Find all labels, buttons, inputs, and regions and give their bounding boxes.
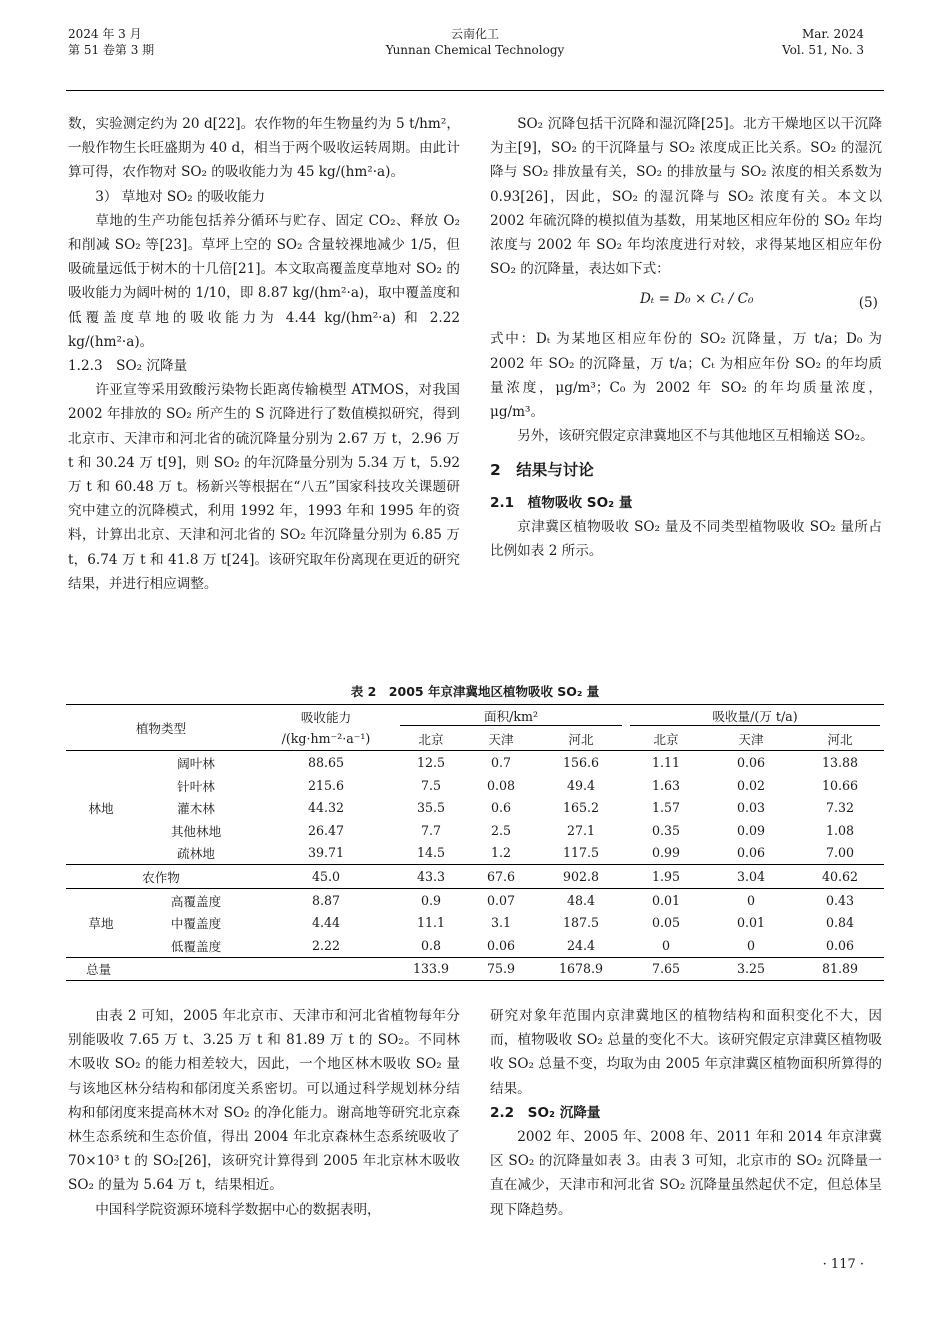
cell: 高覆盖度 [136, 888, 256, 911]
section-heading-2-2: 2.2 SO₂ 沉降量 [490, 1104, 601, 1121]
cell: 45.0 [256, 865, 396, 889]
th-plant-type: 植物类型 [66, 705, 256, 751]
cell: 其他林地 [170, 823, 222, 839]
cell: 中覆盖度 [170, 916, 222, 932]
cell: 0.43 [796, 888, 884, 911]
cell: 0.09 [736, 822, 766, 838]
table-row-total [66, 957, 884, 981]
cell: 0 [706, 888, 796, 911]
cell: 44.32 [307, 800, 345, 816]
cell: 14.5 [416, 845, 446, 861]
cell: 35.5 [416, 800, 446, 816]
cell: 0.02 [736, 777, 766, 793]
cell: 0 [661, 937, 670, 953]
cell: 7.65 [626, 957, 706, 981]
paragraph: SO₂ 沉降包括干沉降和湿沉降[25]。北方干燥地区以干沉降为主[9]，SO₂ 的干沉降量与 SO₂ 浓度成正比关系。SO₂ 的湿沉降与 SO₂ 排放量有关，SO₂ 的排放量与 SO₂ 浓度的相关系数为 0.93[26]，因此，SO₂ 的湿沉降与 SO₂ 浓度有关。本文以 2002 年硫沉降的模拟值为基数，用某地区相应年份的 SO₂ 年均浓度与 2002 年 SO₂ 年均浓度进行对较，求得某地区相应年份 SO₂ 的沉降量，表达如下式： [490, 116, 882, 278]
cell: 165.2 [562, 800, 600, 816]
cell: 2.5 [490, 822, 512, 838]
journal-name-en: Yunnan Chemical Technology [385, 43, 565, 57]
paragraph: 由表 2 可知，2005 年北京市、天津市和河北省植物每年分别能吸收 7.65 万 t、3.25 万 t 和 81.89 万 t 的 SO₂。不同林木吸收 SO₂ 的能力相差较大，因此，一个地区林木吸收 SO₂ 量与该地区林分结构和郁闭度关系密切。可以通过科学规划林分结构和郁闭度来提高林木对 SO₂ 的净化能力。谢高地等研究北京森林生态系统和生态价值，得出 2004 年北京森林生态系统吸收了 70×10³ t 的 SO₂[26]，该研究计算得到 2005 年北京林木吸收 SO₂ 的量为 5.64 万 t，结果相近。 [68, 1008, 460, 1194]
cell: 2.22 [311, 937, 341, 953]
cell: 低覆盖度 [170, 938, 222, 954]
cell: 215.6 [307, 777, 345, 793]
cell: 13.88 [796, 751, 884, 774]
right-column-bottom [490, 1004, 882, 1222]
cell: 0.8 [420, 937, 442, 953]
th-tianjin: 天津 [738, 732, 764, 748]
cell: 0 [746, 937, 755, 953]
right-column-top [490, 112, 882, 563]
equation-5 [490, 281, 882, 327]
cell: 0.6 [490, 800, 512, 816]
table-row [66, 796, 884, 819]
equation-number: (5) [858, 295, 878, 312]
journal-issue [782, 26, 864, 58]
cell: 1678.9 [536, 957, 626, 981]
cell: 农作物 [66, 865, 256, 889]
group-grassland: 草地 [66, 888, 136, 957]
cell: 48.4 [536, 888, 626, 911]
cell: 灌木林 [177, 801, 215, 817]
cell: 1.11 [626, 751, 706, 774]
cell: 阔叶林 [136, 751, 256, 774]
section-heading-results: 2 结果与讨论 [490, 461, 594, 480]
cell: 0.06 [736, 845, 766, 861]
cell: 43.3 [396, 865, 466, 889]
cell: 7.7 [420, 822, 442, 838]
cell: 0.06 [486, 937, 516, 953]
table-row [66, 934, 884, 957]
left-column-top [68, 112, 460, 596]
th-beijing: 北京 [653, 732, 679, 748]
journal-date-line: 2024 年 3 月 [68, 27, 142, 41]
cell: 10.66 [821, 777, 859, 793]
paragraph: 式中：Dₜ 为某地区相应年份的 SO₂ 沉降量，万 t/a；D₀ 为 2002 年 SO₂ 的沉降量，万 t/a；Cₜ 为相应年份 SO₂ 的年均质量浓度，μg/m³；C₀ 为 2002 年 SO₂ 的年均质量浓度，μg/m³。 [490, 331, 882, 421]
left-column-bottom [68, 1004, 460, 1222]
cell: 0.03 [736, 800, 766, 816]
cell: 总量 [66, 957, 136, 981]
table-row [66, 865, 884, 889]
table-row [66, 751, 884, 774]
cell: 0.07 [466, 888, 536, 911]
cell: 3.04 [706, 865, 796, 889]
cell: 0.7 [466, 751, 536, 774]
cell: 4.44 [311, 915, 341, 931]
paragraph: 中国科学院资源环境科学数据中心的数据表明， [95, 1201, 381, 1218]
cell: 1.57 [651, 800, 681, 816]
journal-issue-volume: Vol. 51, No. 3 [782, 43, 864, 57]
paragraph: 2002 年、2005 年、2008 年、2011 年和 2014 年京津冀区 SO₂ 的沉降量如表 3。由表 3 可知，北京市的 SO₂ 沉降量一直在减少，天津市和河北省 SO₂ 沉降量虽然起伏不定，但总体呈现下降趋势。 [490, 1129, 882, 1218]
table-row [66, 911, 884, 934]
paragraph: 研究对象年范围内京津冀地区的植物结构和面积变化不大，因而，植物吸收 SO₂ 总量的变化不大。该研究假定京津冀区植物吸收 SO₂ 总量不变，均取为由 2005 年京津冀区植物面积所算得的结果。 [490, 1008, 882, 1097]
cell [136, 957, 256, 981]
cell: 7.32 [825, 800, 855, 816]
th-absorption [626, 705, 884, 728]
th-absorption-label: 吸收量/(万 t/a) [630, 706, 880, 726]
table-row [66, 819, 884, 842]
cell: 156.6 [536, 751, 626, 774]
cell: 88.65 [256, 751, 396, 774]
cell: 1.2 [490, 845, 512, 861]
cell: 187.5 [562, 915, 600, 931]
cell: 0.06 [825, 937, 855, 953]
th-hebei: 河北 [568, 732, 594, 748]
paragraph: 另外，该研究假定京津冀地区不与其他地区互相输送 SO₂。 [517, 428, 874, 445]
th-capacity-unit: /(kg·hm⁻²·a⁻¹) [281, 731, 371, 747]
cell: 40.62 [796, 865, 884, 889]
cell: 7.5 [420, 777, 442, 793]
cell: 3.25 [706, 957, 796, 981]
table-row [66, 842, 884, 865]
th-hebei: 河北 [827, 732, 853, 748]
table-2 [66, 704, 884, 981]
paragraph: 京津冀区植物吸收 SO₂ 量及不同类型植物吸收 SO₂ 量所占比例如表 2 所示。 [490, 518, 882, 560]
subheading-grass: 3） 草地对 SO₂ 的吸收能力 [95, 188, 266, 205]
equation-expression: Dₜ = D₀ × Cₜ / C₀ [640, 291, 754, 308]
journal-volume-line: 第 51 卷第 3 期 [68, 43, 155, 57]
page-number: · 117 · [822, 1257, 864, 1272]
cell: 疏林地 [177, 846, 215, 862]
cell: 3.1 [490, 915, 512, 931]
header-rule [66, 90, 884, 91]
section-heading-deposition: 1.2.3 SO₂ 沉降量 [68, 358, 188, 375]
cell: 67.6 [466, 865, 536, 889]
cell: 1.95 [626, 865, 706, 889]
group-forest: 林地 [66, 751, 136, 865]
cell: 1.63 [651, 777, 681, 793]
cell: 0.99 [651, 845, 681, 861]
cell: 针叶林 [177, 778, 215, 794]
cell: 117.5 [562, 845, 600, 861]
table-caption: 表 2 2005 年京津冀地区植物吸收 SO₂ 量 [350, 684, 600, 699]
th-area [396, 705, 626, 728]
cell [256, 957, 396, 981]
cell: 75.9 [466, 957, 536, 981]
cell: 133.9 [396, 957, 466, 981]
cell: 0.06 [706, 751, 796, 774]
section-heading-2-1: 2.1 植物吸收 SO₂ 量 [490, 494, 633, 511]
cell: 0.01 [736, 915, 766, 931]
cell: 0.35 [651, 822, 681, 838]
cell: 26.47 [307, 822, 345, 838]
cell: 81.89 [796, 957, 884, 981]
journal-name-cn: 云南化工 [450, 27, 499, 41]
cell: 0.05 [651, 915, 681, 931]
cell: 39.71 [307, 845, 345, 861]
cell: 0.01 [626, 888, 706, 911]
cell: 27.1 [566, 822, 596, 838]
th-area-label: 面积/km² [400, 706, 622, 726]
cell: 11.1 [416, 915, 446, 931]
table-row [66, 888, 884, 911]
cell: 0.84 [825, 915, 855, 931]
cell: 24.4 [566, 937, 596, 953]
table-row [66, 774, 884, 797]
paragraph: 许亚宣等采用致酸污染物长距离传输模型 ATMOS，对我国 2002 年排放的 SO₂ 所产生的 S 沉降进行了数值模拟研究，得到北京市、天津市和河北省的硫沉降量分别为 2.67 万 t，2.96 万 t 和 30.24 万 t[9]，则 SO₂ 的年沉降量分别为 5.34 万 t，5.92 万 t 和 60.48 万 t。杨新兴等根据在“八五”国家科技攻关课题研究中建立的沉降模式，利用 1992 年，1993 年和 1995 年的资料，计算出北京、天津和河北省的 SO₂ 年沉降量分别为 6.85 万 t，6.74 万 t 和 41.8 万 t[24]。该研究取年份离现在更近的研究结果，并进行相应调整。 [68, 382, 460, 592]
cell: 0.08 [486, 777, 516, 793]
cell: 0.9 [396, 888, 466, 911]
cell: 7.00 [825, 845, 855, 861]
cell: 902.8 [536, 865, 626, 889]
th-tianjin: 天津 [488, 732, 514, 748]
journal-issue-date: Mar. 2024 [801, 27, 864, 41]
paragraph: 数，实验测定约为 20 d[22]。农作物的年生物量约为 5 t/hm²，一般作物生长旺盛期为 40 d，相当于两个吸收运转周期。由此计算可得，农作物对 SO₂ 的吸收能力为 45 kg/(hm²·a)。 [68, 116, 460, 181]
cell: 8.87 [256, 888, 396, 911]
cell: 1.08 [825, 822, 855, 838]
cell: 49.4 [566, 777, 596, 793]
paragraph: 草地的生产功能包括养分循环与贮存、固定 CO₂、释放 O₂ 和削减 SO₂ 等[23]。草坪上空的 SO₂ 含量较裸地减少 1/5，但吸硫量远低于树木的十几倍[21]。本文取高覆盖度草地对 SO₂ 的吸收能力为阔叶树的 1/10，即 8.87 kg/(hm²·a)，取中覆盖度和低覆盖度草地的吸收能力为 4.44 kg/(hm²·a) 和 2.22 kg/(hm²·a)。 [68, 212, 460, 350]
th-beijing: 北京 [418, 732, 444, 748]
th-capacity: 吸收能力 [256, 705, 396, 728]
cell: 12.5 [396, 751, 466, 774]
